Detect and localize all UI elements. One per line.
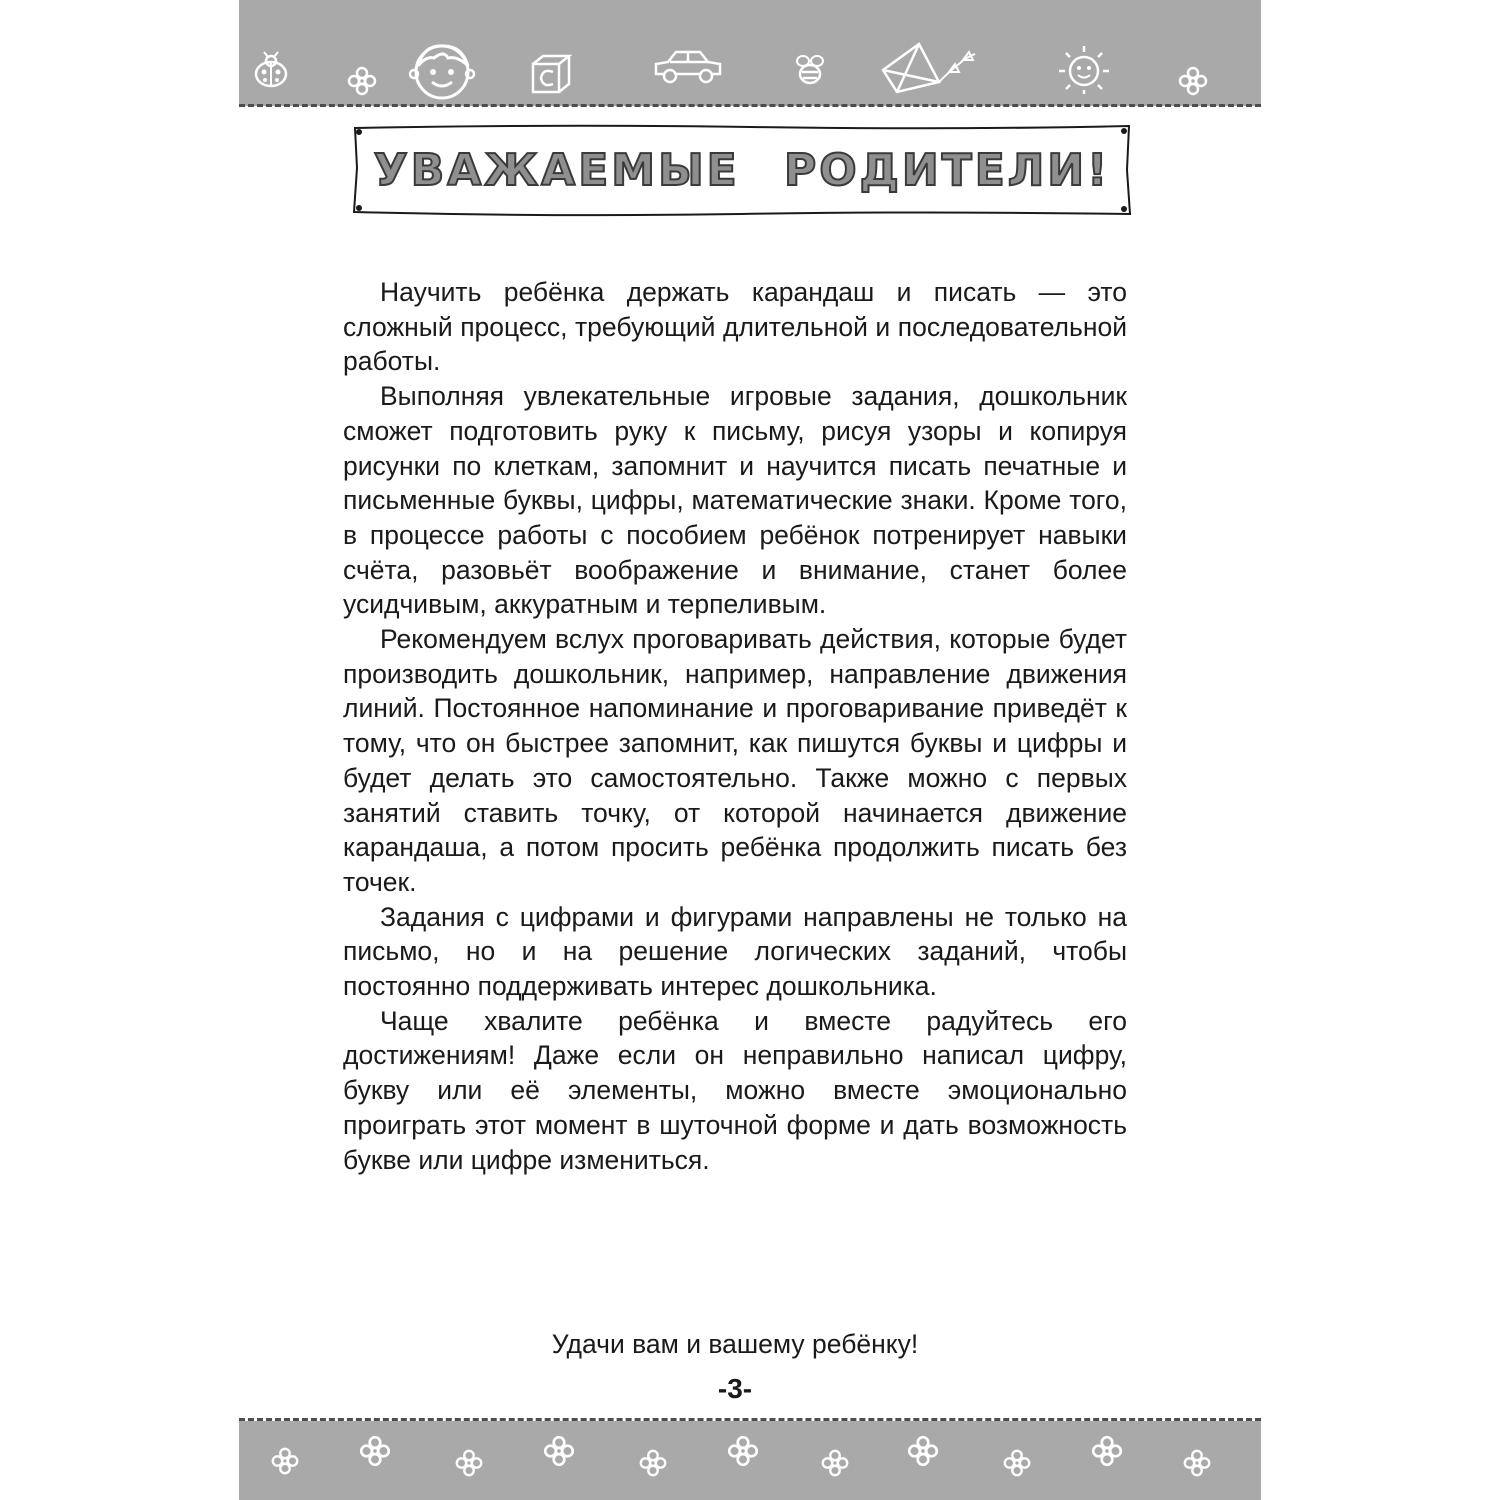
flower-icon bbox=[453, 1447, 485, 1479]
page-title: УВАЖАЕМЫЕ РОДИТЕЛИ! bbox=[373, 144, 1111, 196]
flower-icon bbox=[725, 1433, 761, 1469]
flower-icon bbox=[637, 1447, 669, 1479]
paragraph: Чаще хвалите ребёнка и вместе радуйтесь его достижениям! Даже если он неправильно написал цифру, букву или её элементы, можно вместе эмоционально проиграть этот момент в шуточной форме и дать возможность букве или цифре измениться. bbox=[343, 1005, 1127, 1175]
header-band bbox=[239, 0, 1261, 106]
flower-icon bbox=[541, 1433, 577, 1469]
paragraph: Рекомендуем вслух проговаривать действия, которые будет производить дошкольник, например, направление движения линий. Постоянное напоминание и проговаривание приведёт к тому, что он быстрее запомнит, как пишутся буквы и цифры и будет делать это самостоятельно. Также можно с первых занятий ставить точку, от которой начинается движение карандаша, а потом просить ребёнка продолжить писать без точек. bbox=[343, 624, 1127, 897]
footer-band bbox=[239, 1421, 1261, 1500]
flower-icon bbox=[1001, 1447, 1033, 1479]
closing-line: Удачи вам и вашему ребёнку! bbox=[551, 1329, 919, 1359]
flower-icon bbox=[1176, 64, 1210, 98]
book-page bbox=[239, 0, 1261, 1500]
flower-icon bbox=[1181, 1447, 1213, 1479]
flower-icon bbox=[905, 1433, 941, 1469]
flower-icon bbox=[345, 64, 379, 98]
boy-face-icon bbox=[404, 36, 480, 102]
flower-icon bbox=[269, 1445, 301, 1477]
title-frame bbox=[351, 122, 1133, 218]
header-stitch-line bbox=[239, 104, 1261, 107]
flower-icon bbox=[1089, 1433, 1125, 1469]
sun-icon bbox=[1055, 44, 1113, 96]
page-number: -3- bbox=[717, 1373, 753, 1404]
flower-icon bbox=[357, 1433, 393, 1469]
ladybug-icon bbox=[249, 50, 293, 90]
paragraph: Выполняя увлекательные игровые задания, дошкольник сможет подготовить руку к письму, рисуя узоры и копируя рисунки по клеткам, запомнит и научится писать печатные и письменные буквы, цифры, математические знаки. Кроме того, в процессе работы с пособием ребёнок потренирует навыки счёта, разовьёт воображение и внимание, станет более усидчивым, аккуратным и терпеливым. bbox=[343, 381, 1127, 620]
kite-icon bbox=[879, 40, 987, 96]
paragraph: Научить ребёнка держать карандаш и писать — это сложный процесс, требующий длительной и последовательной работы. bbox=[343, 277, 1127, 377]
car-icon bbox=[652, 46, 724, 86]
flower-icon bbox=[819, 1447, 851, 1479]
paragraph: Задания с цифрами и фигурами направлены не только на письмо, но и на решение логических заданий, чтобы постоянно поддерживать интерес дошкольника. bbox=[343, 901, 1127, 1002]
bee-icon bbox=[792, 52, 828, 86]
body-text bbox=[343, 275, 1127, 1177]
toy-block-icon bbox=[529, 52, 575, 96]
